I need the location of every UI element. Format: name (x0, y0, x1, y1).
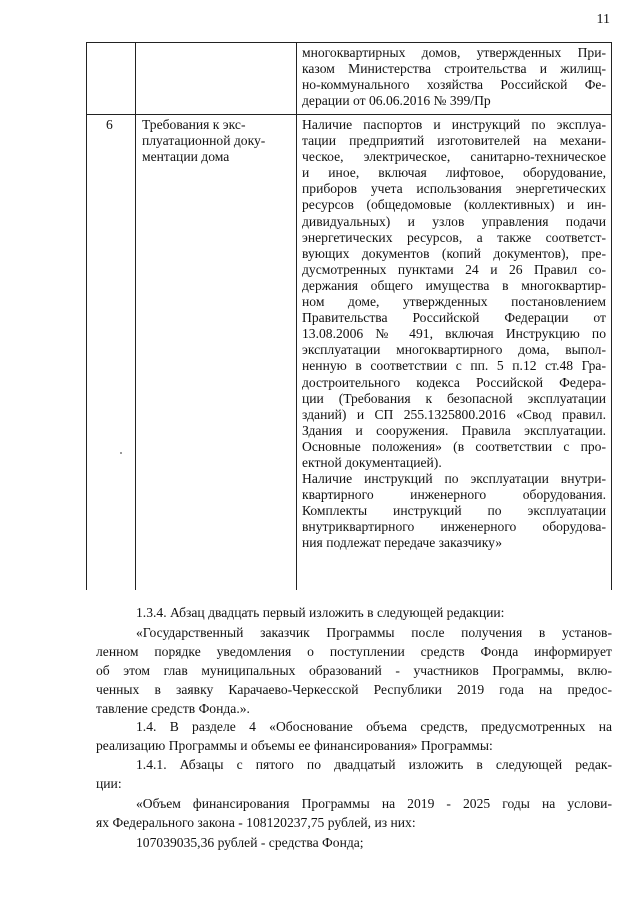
content-line: приборов учета использования энергетических (302, 181, 606, 197)
paragraph-1-4-1 (96, 756, 612, 794)
content-line: внутриквартирного инженерного оборудова- (302, 519, 606, 535)
content-line: энергетических ресурсов, а также соответст- (302, 229, 606, 245)
content-line: ресурсов (общедомовые (коллективных) и ин- (302, 197, 606, 213)
paragraph-line: ях Федерального закона - 108120237,75 рублей, из них: (96, 814, 416, 830)
paragraph-line: 1.3.4. Абзац двадцать первый изложить в следующей редакции: (136, 605, 505, 620)
paragraph-financing (96, 795, 612, 833)
continuation-line: казом Министерства строительства и жилищ- (302, 61, 606, 77)
content-line: тации предприятий изготовителей на механи- (302, 133, 606, 149)
requirement-name-line: Требования к экс- (142, 117, 246, 132)
paragraph-line: «Объем финансирования Программы на 2019 - 2025 годы на услови- (136, 796, 612, 811)
requirement-name-line: ментации дома (142, 149, 230, 165)
table-border-left (86, 42, 87, 590)
requirement-content-cell (302, 117, 606, 552)
content-line: вующих документов (копий документов), пре- (302, 245, 606, 261)
row-number: 6 (106, 117, 113, 132)
table-row-separator (86, 114, 612, 115)
content-line: достроительного кодекса Российской Федера- (302, 374, 606, 390)
paragraph-1-3-4 (96, 604, 612, 623)
table-border-right (611, 42, 612, 590)
content-line: ненную в соответствии с пп. 5 п.12 ст.48 Гра- (302, 358, 606, 374)
continuation-line: дерации от 06.06.2016 № 399/Пр (302, 93, 491, 109)
paragraph-line: ченных в заявку Карачаево-Черкесской Республики 2019 года на предос- (96, 681, 612, 697)
paragraph-quote-customer (96, 624, 612, 719)
content-line: ектной документацией). (302, 454, 442, 470)
content-line: 13.08.2006 № 491, включая Инструкцию по (302, 326, 606, 342)
requirement-name-line: плуатационной доку- (142, 133, 266, 149)
paragraph-line: 1.4.1. Абзацы с пятого по двадцатый изложить в следующей редак- (136, 757, 612, 772)
paragraph-1-4 (96, 718, 612, 756)
paragraph-fund-amount (96, 834, 612, 853)
paragraph-line: ленном порядке уведомления о поступлении средств Фонда информирует (96, 643, 612, 659)
paragraph-line: 1.4. В разделе 4 «Обоснование объема средств, предусмотренных на (136, 719, 612, 734)
continuation-line: но-коммунального хозяйства Российской Фе- (302, 77, 606, 93)
requirement-name-cell (142, 117, 292, 165)
scan-speck (120, 452, 122, 454)
paragraph-line: 107039035,36 рублей - средства Фонда; (136, 835, 364, 850)
table-divider-2 (296, 42, 297, 590)
content-line: Основные положения» (в соответствии с про- (302, 438, 606, 454)
paragraph-line: «Государственный заказчик Программы после получения в установ- (136, 625, 612, 640)
content-line: Здания и сооружения. Правила эксплуатации. (302, 422, 606, 438)
content-line: держания общего имущества в многоквартир- (302, 277, 606, 293)
content-line: ном доме, утвержденных постановлением (302, 294, 606, 310)
content-line: и иное, включая лифтовое, оборудование, (302, 165, 606, 181)
continuation-cell (302, 45, 606, 109)
content-line: Правительства Российской Федерации от (302, 310, 606, 326)
requirements-table (86, 42, 612, 590)
content-line: ции (Требования к безопасной эксплуатации (302, 390, 606, 406)
paragraph-line: об этом глав муниципальных образований - участников Программы, вклю- (96, 662, 612, 678)
content-line: дивидуальных) и узлов управления подачи (302, 213, 606, 229)
content-line: дусмотренных пунктами 24 и 26 Правил со- (302, 261, 606, 277)
paragraph-line: ции: (96, 775, 122, 791)
content-line: Наличие инструкций по эксплуатации внутри- (302, 471, 606, 487)
content-line: ческое, электрическое, санитарно-техническое (302, 149, 606, 165)
content-line: ния подлежат передаче заказчику» (302, 535, 503, 551)
paragraph-line: тавление средств Фонда.». (96, 700, 250, 716)
content-line: эксплуатации многоквартирного дома, выпол- (302, 342, 606, 358)
page-number: 11 (596, 12, 610, 27)
content-line: зданий) и СП 255.1325800.2016 «Свод правил. (302, 406, 606, 422)
content-line: Наличие паспортов и инструкций по эксплуа- (302, 117, 606, 132)
paragraph-line: реализацию Программы и объемы ее финансирования» Программы: (96, 737, 493, 753)
table-border-top (86, 42, 612, 43)
table-divider-1 (135, 42, 136, 590)
content-line: квартирного инженерного оборудования. (302, 487, 606, 503)
continuation-line: многоквартирных домов, утвержденных При- (302, 45, 606, 60)
content-line: Комплекты инструкций по эксплуатации (302, 503, 606, 519)
